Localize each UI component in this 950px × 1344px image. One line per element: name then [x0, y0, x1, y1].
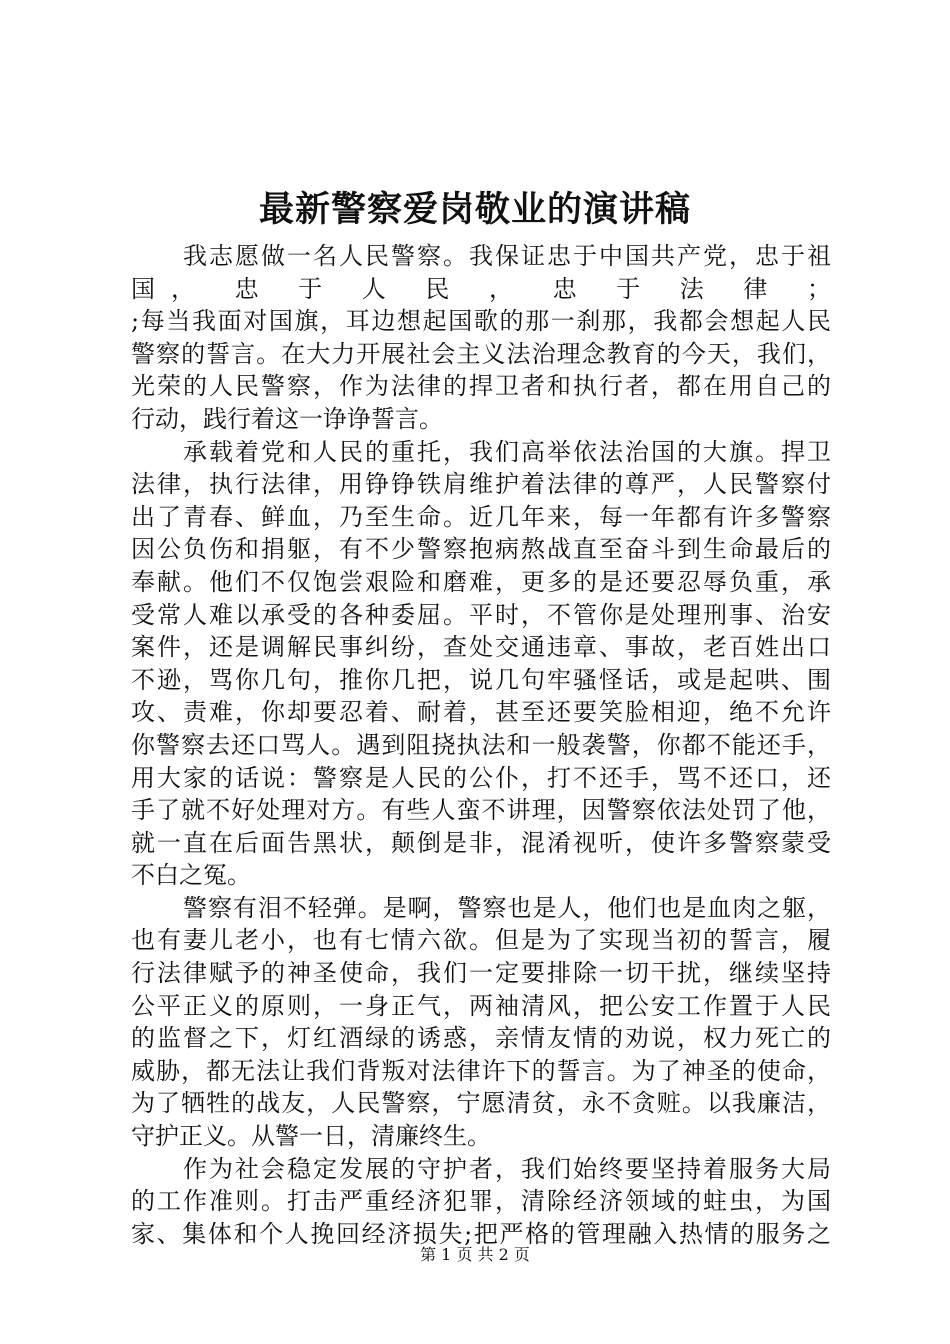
paragraph-line: 承载着党和人民的重托，我们高举依法治国的大旗。捍卫: [183, 437, 831, 466]
paragraph-line: 光荣的人民警察，作为法律的捍卫者和执行者，都在用自己的: [131, 372, 831, 401]
paragraph-line: 你警察去还口骂人。遇到阻挠执法和一般袭警，你都不能还手，: [131, 730, 831, 759]
paragraph-line: 家、集体和个人挽回经济损失;把严格的管理融入热情的服务之: [131, 1219, 831, 1248]
document-title: 最新警察爱岗敬业的演讲稿: [258, 189, 691, 230]
paragraph-line: 守护正义。从警一日，清廉终生。: [131, 1122, 491, 1151]
paragraph-line: 法律，执行法律，用铮铮铁肩维护着法律的尊严，人民警察付: [131, 470, 831, 499]
paragraph-line: 不白之冤。: [131, 861, 251, 890]
paragraph-line: 的工作准则。打击严重经济犯罪，清除经济领域的蛀虫，为国: [131, 1187, 831, 1216]
paragraph-line: 出了青春、鲜血，乃至生命。近几年来，每一年都有许多警察: [131, 502, 831, 531]
paragraph-line: 用大家的话说：警察是人民的公仆，打不还手，骂不还口，还: [131, 763, 831, 792]
paragraph-line: 受常人难以承受的各种委屈。平时，不管你是处理刑事、治安: [131, 600, 831, 629]
paragraph-line: 案件，还是调解民事纠纷，查处交通违章、事故，老百姓出口: [131, 633, 831, 662]
paragraph: [131, 1153, 831, 1251]
paragraph: [131, 892, 831, 1153]
paragraph-line: 国， 忠 于 人 民 ， 忠 于 法 律 ；: [131, 274, 831, 303]
paragraph-line: 的监督之下，灯红酒绿的诱惑，亲情友情的劝说，权力死亡的: [131, 1024, 831, 1053]
paragraph-line: 奉献。他们不仅饱尝艰险和磨难，更多的是还要忍辱负重，承: [131, 567, 831, 596]
paragraph-line: 不逊，骂你几句，推你几把，说几句牢骚怪话，或是起哄、围: [131, 665, 831, 694]
paragraph-line: 就一直在后面告黑状，颠倒是非，混淆视听，使许多警察蒙受: [131, 828, 831, 857]
paragraph: [131, 240, 831, 436]
paragraph-line: 警察的誓言。在大力开展社会主义法治理念教育的今天，我们，: [131, 339, 831, 368]
paragraph-line: 我志愿做一名人民警察。我保证忠于中国共产党，忠于祖: [183, 242, 831, 270]
paragraph-line: 公平正义的原则，一身正气，两袖清风，把公安工作置于人民: [131, 991, 831, 1020]
page-footer: 第 1 页 共 2 页: [420, 1245, 530, 1264]
paragraph-line: 为了牺牲的战友，人民警察，宁愿清贫，永不贪赃。以我廉洁，: [131, 1089, 831, 1118]
paragraph-line: 手了就不好处理对方。有些人蛮不讲理，因警察依法处罚了他，: [131, 796, 831, 825]
document-body: [131, 240, 831, 1250]
paragraph-line: 威胁，都无法让我们背叛对法律许下的誓言。为了神圣的使命，: [131, 1056, 831, 1085]
paragraph-line: 也有妻儿老小，也有七情六欲。但是为了实现当初的誓言，履: [131, 926, 831, 955]
paragraph: [131, 436, 831, 892]
paragraph-line: 行法律赋予的神圣使命，我们一定要排除一切干扰，继续坚持: [131, 959, 831, 988]
paragraph-line: 因公负伤和捐躯，有不少警察抱病熬战直至奋斗到生命最后的: [131, 535, 831, 564]
paragraph-line: 行动，践行着这一诤诤誓言。: [131, 404, 443, 433]
paragraph-line: 作为社会稳定发展的守护者，我们始终要坚持着服务大局: [183, 1154, 831, 1183]
paragraph-line: 攻、责难，你却要忍着、耐着，甚至还要笑脸相迎，绝不允许: [131, 698, 831, 727]
paragraph-line: ;每当我面对国旗，耳边想起国歌的那一刹那，我都会想起人民: [131, 307, 831, 336]
paragraph-line: 警察有泪不轻弹。是啊，警察也是人，他们也是血肉之躯，: [183, 893, 831, 922]
